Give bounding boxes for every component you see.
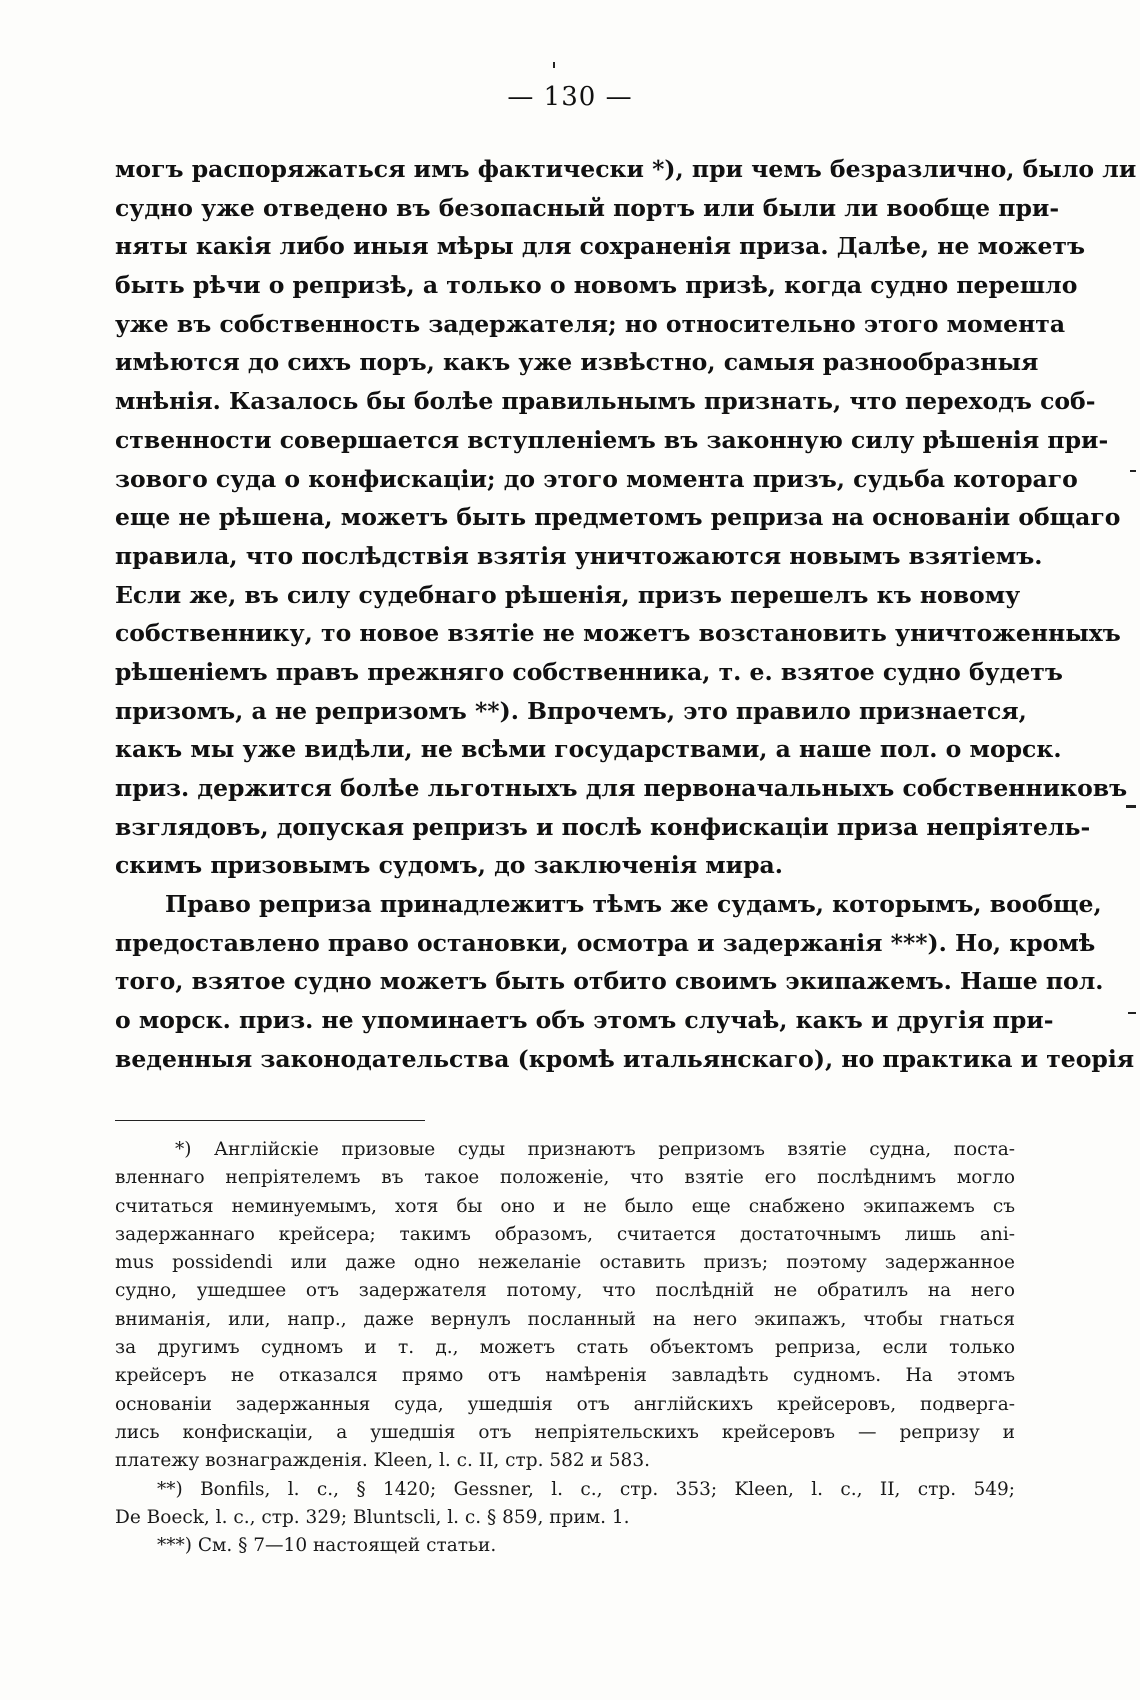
text-line: няты какія либо иныя мѣры для сохраненія приза. Далѣе, не можетъ	[115, 232, 1085, 261]
text-line: зового суда о конфискаціи; до этого момента призъ, судьба котораго	[115, 464, 1078, 493]
text-line: о морск. приз. не упоминаетъ объ этомъ случаѣ, какъ и другія при-	[115, 1006, 1054, 1035]
text-line: какъ мы уже видѣли, не всѣми государствами, а наше пол. о морск.	[115, 735, 1062, 764]
text-line: быть рѣчи о репризѣ, а только о новомъ призѣ, когда судно перешло	[115, 271, 1078, 300]
scan-mark	[1126, 805, 1136, 808]
footnotes	[115, 1136, 1015, 1560]
footnote-line: вленнаго непріятелемъ въ такое положеніе, что взятіе его послѣднимъ могло	[115, 1167, 1015, 1189]
text-line: приз. держится болѣе льготныхъ для первоначальныхъ собственниковъ	[115, 774, 1128, 802]
footnote-line: *) Англійскіе призовые суды признаютъ репризомъ взятіе судна, поста-	[175, 1139, 1015, 1160]
scan-mark	[553, 62, 555, 68]
text-line: судно уже отведено въ безопасный портъ или были ли вообще при-	[115, 193, 1060, 222]
text-line: призомъ, а не репризомъ **). Впрочемъ, это правило признается,	[115, 696, 1027, 725]
footnote-divider	[115, 1120, 425, 1121]
footnote-line: крейсеръ не отказался прямо отъ намѣренія завладѣть судномъ. На этомъ	[115, 1365, 1015, 1387]
footnote-line: задержаннаго крейсера; такимъ образомъ, считается достаточнымъ лишь ani-	[115, 1223, 1015, 1245]
text-line: уже въ собственность задержателя; но относительно этого момента	[115, 309, 1066, 338]
text-line: того, взятое судно можетъ быть отбито своимъ экипажемъ. Наше пол.	[115, 967, 1104, 996]
footnote-line: ***) См. § 7—10 настоящей статьи.	[157, 1535, 497, 1557]
text-line: скимъ призовымъ судомъ, до заключенія мира.	[115, 851, 783, 880]
text-line: ственности совершается вступленіемъ въ законную силу рѣшенія при-	[115, 425, 1109, 454]
footnote-line: **) Bonfils, l. c., § 1420; Gessner, l. c., стр. 353; Kleen, l. c., II, стр. 549;	[157, 1478, 1015, 1500]
text-line: веденныя законодательства (кромѣ итальянскаго), но практика и теорія	[115, 1044, 1135, 1073]
main-text	[115, 150, 1137, 1079]
footnote-line: основаніи задержанныя суда, ушедшія отъ англійскихъ крейсеровъ, подверга-	[115, 1393, 1015, 1415]
text-line: предоставлено право остановки, осмотра и задержанія ***). Но, кромѣ	[115, 928, 1096, 957]
text-line: мнѣнія. Казалось бы болѣе правильнымъ признать, что переходъ соб-	[115, 387, 1096, 416]
footnote-line: mus possidendi или даже одно нежеланіе оставить призъ; поэтому задержанное	[115, 1252, 1015, 1274]
footnote-line: De Boeck, l. c., стр. 329; Bluntscli, l. c. § 859, прим. 1.	[115, 1506, 630, 1528]
footnote-line: за другимъ судномъ и т. д., можетъ стать объектомъ реприза, если только	[115, 1337, 1015, 1359]
scan-mark	[1130, 470, 1136, 472]
text-line: правила, что послѣдствія взятія уничтожаются новымъ взятіемъ.	[115, 541, 1043, 570]
scan-mark	[1128, 1012, 1136, 1014]
footnote-line: судно, ушедшее отъ задержателя потому, что послѣдній не обратилъ на него	[115, 1280, 1015, 1302]
footnote-line: платежу вознагражденія. Kleen, l. c. II, стр. 582 и 583.	[115, 1450, 650, 1472]
text-line: рѣшеніемъ правъ прежняго собственника, т. е. взятое судно будетъ	[115, 657, 1063, 686]
page-number: — 130 —	[507, 82, 633, 112]
text-line: Если же, въ силу судебнаго рѣшенія, призъ перешелъ къ новому	[115, 580, 1021, 609]
text-line: Право реприза принадлежитъ тѣмъ же судамъ, которымъ, вообще,	[165, 890, 1102, 919]
text-line: имѣются до сихъ поръ, какъ уже извѣстно, самыя разнообразныя	[115, 348, 1039, 377]
text-line: взглядовъ, допуская репризъ и послѣ конфискаціи приза непріятель-	[115, 812, 1091, 841]
footnote-line: вниманія, или, напр., даже вернулъ посланный на него экипажъ, чтобы гнаться	[115, 1308, 1015, 1330]
text-line: могъ распоряжаться имъ фактически *), при чемъ безразлично, было ли	[115, 155, 1137, 183]
footnote-line: лись конфискаціи, а ушедшія отъ непріятельскихъ крейсеровъ — репризу и	[115, 1421, 1015, 1443]
footnote-line: считаться неминуемымъ, хотя бы оно и не было еще снабжено экипажемъ съ	[115, 1195, 1015, 1217]
text-line: еще не рѣшена, можетъ быть предметомъ реприза на основаніи общаго	[115, 503, 1121, 532]
text-line: собственнику, то новое взятіе не можетъ возстановить уничтоженныхъ	[115, 619, 1121, 648]
